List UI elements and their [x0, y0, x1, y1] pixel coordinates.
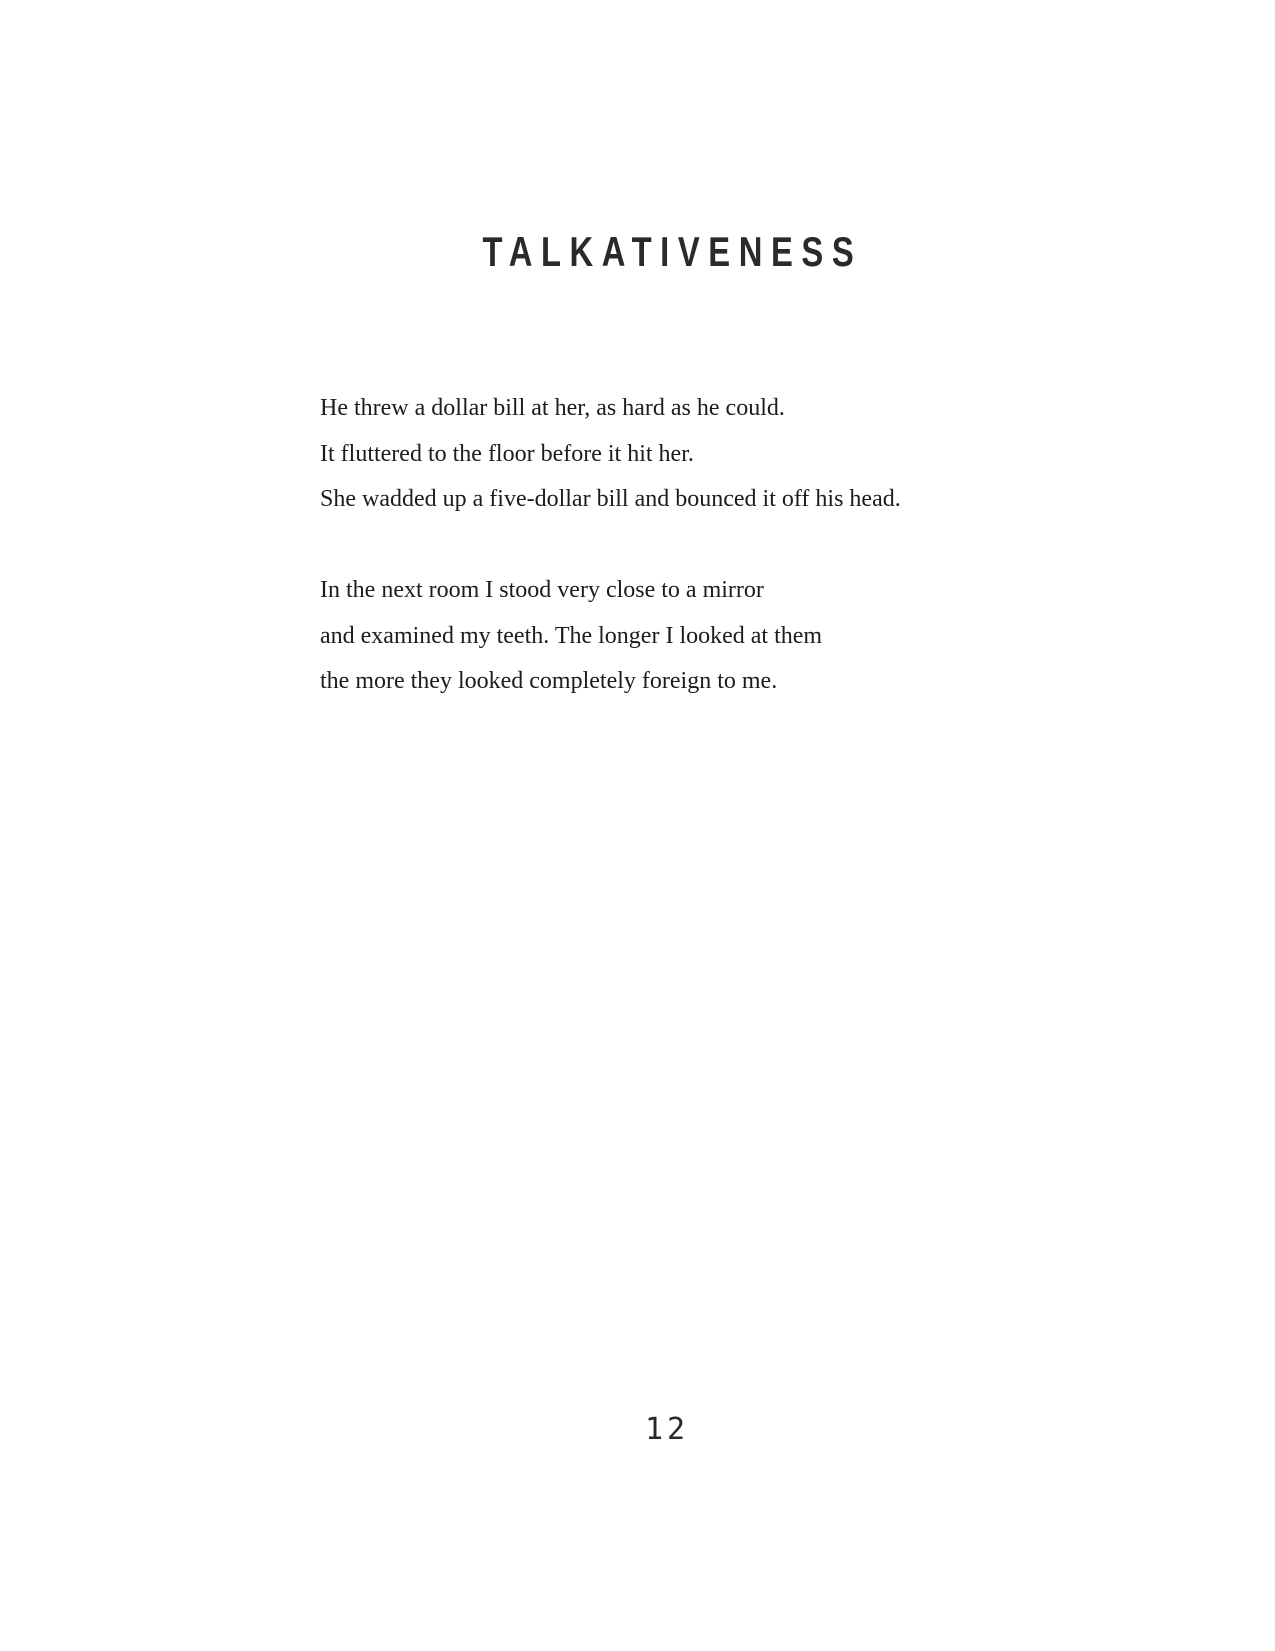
poem-line: He threw a dollar bill at her, as hard as he could.: [320, 395, 785, 421]
poem-title-text: TALKATIVENESS: [482, 228, 863, 275]
stanza-1: [320, 386, 1014, 523]
poem-title: [320, 228, 1014, 276]
poem-line: and examined my teeth. The longer I looked at them: [320, 622, 823, 649]
poem-line: In the next room I stood very close to a mirror: [320, 577, 764, 603]
content-column: [320, 0, 1014, 1651]
poem-line: the more they looked completely foreign to me.: [320, 668, 778, 694]
poem-line: It fluttered to the floor before it hit her.: [320, 440, 694, 467]
poem-body: [320, 386, 1014, 750]
page-number: 12: [644, 1412, 690, 1447]
poem-line: She wadded up a five-dollar bill and bounced it off his head.: [320, 486, 901, 512]
stanza-2: [320, 568, 1014, 705]
